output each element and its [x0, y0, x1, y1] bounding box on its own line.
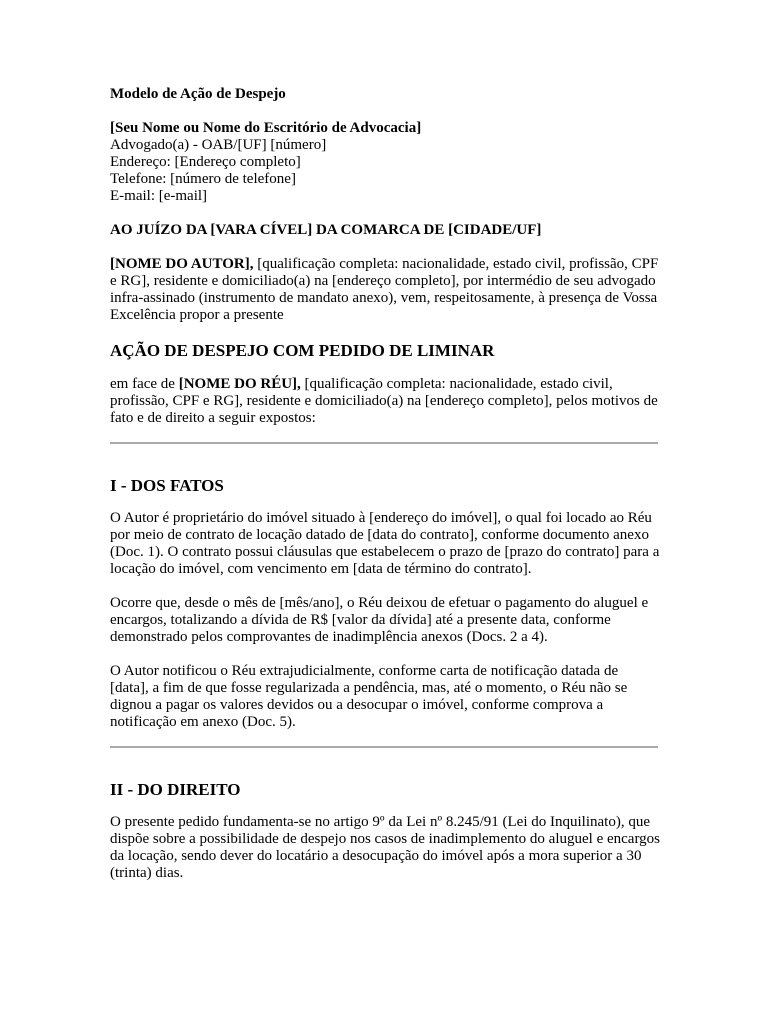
facts-paragraph-2: Ocorre que, desde o mês de [mês/ano], o Réu deixou de efetuar o pagamento do aluguel e encargos, totalizando a dívida de R$ [valor da dívida] até a presente data, conforme demonstrado pelos comprovantes de inadimplência anexos (Docs. 2 a 4).	[110, 595, 649, 645]
lawyer-header	[110, 120, 660, 205]
defendant-paragraph	[110, 376, 660, 427]
document-title: Modelo de Ação de Despejo	[110, 86, 286, 102]
court-addressee: AO JUÍZO DA [VARA CÍVEL] DA COMARCA DE [CIDADE/UF]	[110, 222, 542, 238]
plaintiff-name: [NOME DO AUTOR],	[110, 256, 254, 272]
intro-text: [qualificação completa: nacionalidade, estado civil, profissão, CPF e RG], residente e domiciliado(a) na [endereço completo], por intermédio de seu advogado infra-assinado (instrumento de mandato anexo), vem, respeitosamente, à presença de Vossa Excelência propor a presente	[110, 256, 659, 323]
lawyer-address: Endereço: [Endereço completo]	[110, 154, 301, 170]
section-title-law: II - DO DIREITO	[110, 780, 241, 799]
facts-paragraph-3: O Autor notificou o Réu extrajudicialmente, conforme carta de notificação datada de [data], a fim de que fosse regularizada a pendência, mas, até o momento, o Réu não se dignou a pagar os valores devidos ou a desocupar o imóvel, conforme comprova a notificação em anexo (Doc. 5).	[110, 663, 628, 730]
lawyer-oab: Advogado(a) - OAB/[UF] [número]	[110, 137, 327, 153]
defendant-prefix: em face de	[110, 376, 179, 392]
facts-paragraph-1: O Autor é proprietário do imóvel situado à [endereço do imóvel], o qual foi locado ao Réu por meio de contrato de locação datado de [data do contrato], conforme documento anexo (Doc. 1). O contrato possui cláusulas que estabelecem o prazo de [prazo do contrato] para a locação do imóvel, com vencimento em [data de término do contrato].	[110, 510, 660, 577]
action-title: AÇÃO DE DESPEJO COM PEDIDO DE LIMINAR	[110, 341, 495, 360]
intro-paragraph	[110, 256, 660, 324]
law-paragraph-1: O presente pedido fundamenta-se no artigo 9º da Lei nº 8.245/91 (Lei do Inquilinato), que dispõe sobre a possibilidade de despejo nos casos de inadimplemento do aluguel e encargos da locação, sendo dever do locatário a desocupação do imóvel após a mora superior a 30 (trinta) dias.	[110, 814, 661, 881]
section-divider	[110, 746, 658, 748]
defendant-name: [NOME DO RÉU],	[178, 376, 301, 392]
defendant-text: [qualificação completa: nacionalidade, estado civil, profissão, CPF e RG], residente e domiciliado(a) na [endereço completo], pelos motivos de fato e de direito a seguir expostos:	[110, 376, 658, 426]
section-title-facts: I - DOS FATOS	[110, 476, 224, 495]
section-divider	[110, 442, 658, 444]
document-page	[110, 86, 660, 899]
lawyer-email: E-mail: [e-mail]	[110, 188, 208, 204]
firm-name: [Seu Nome ou Nome do Escritório de Advocacia]	[110, 120, 422, 136]
lawyer-phone: Telefone: [número de telefone]	[110, 171, 296, 187]
